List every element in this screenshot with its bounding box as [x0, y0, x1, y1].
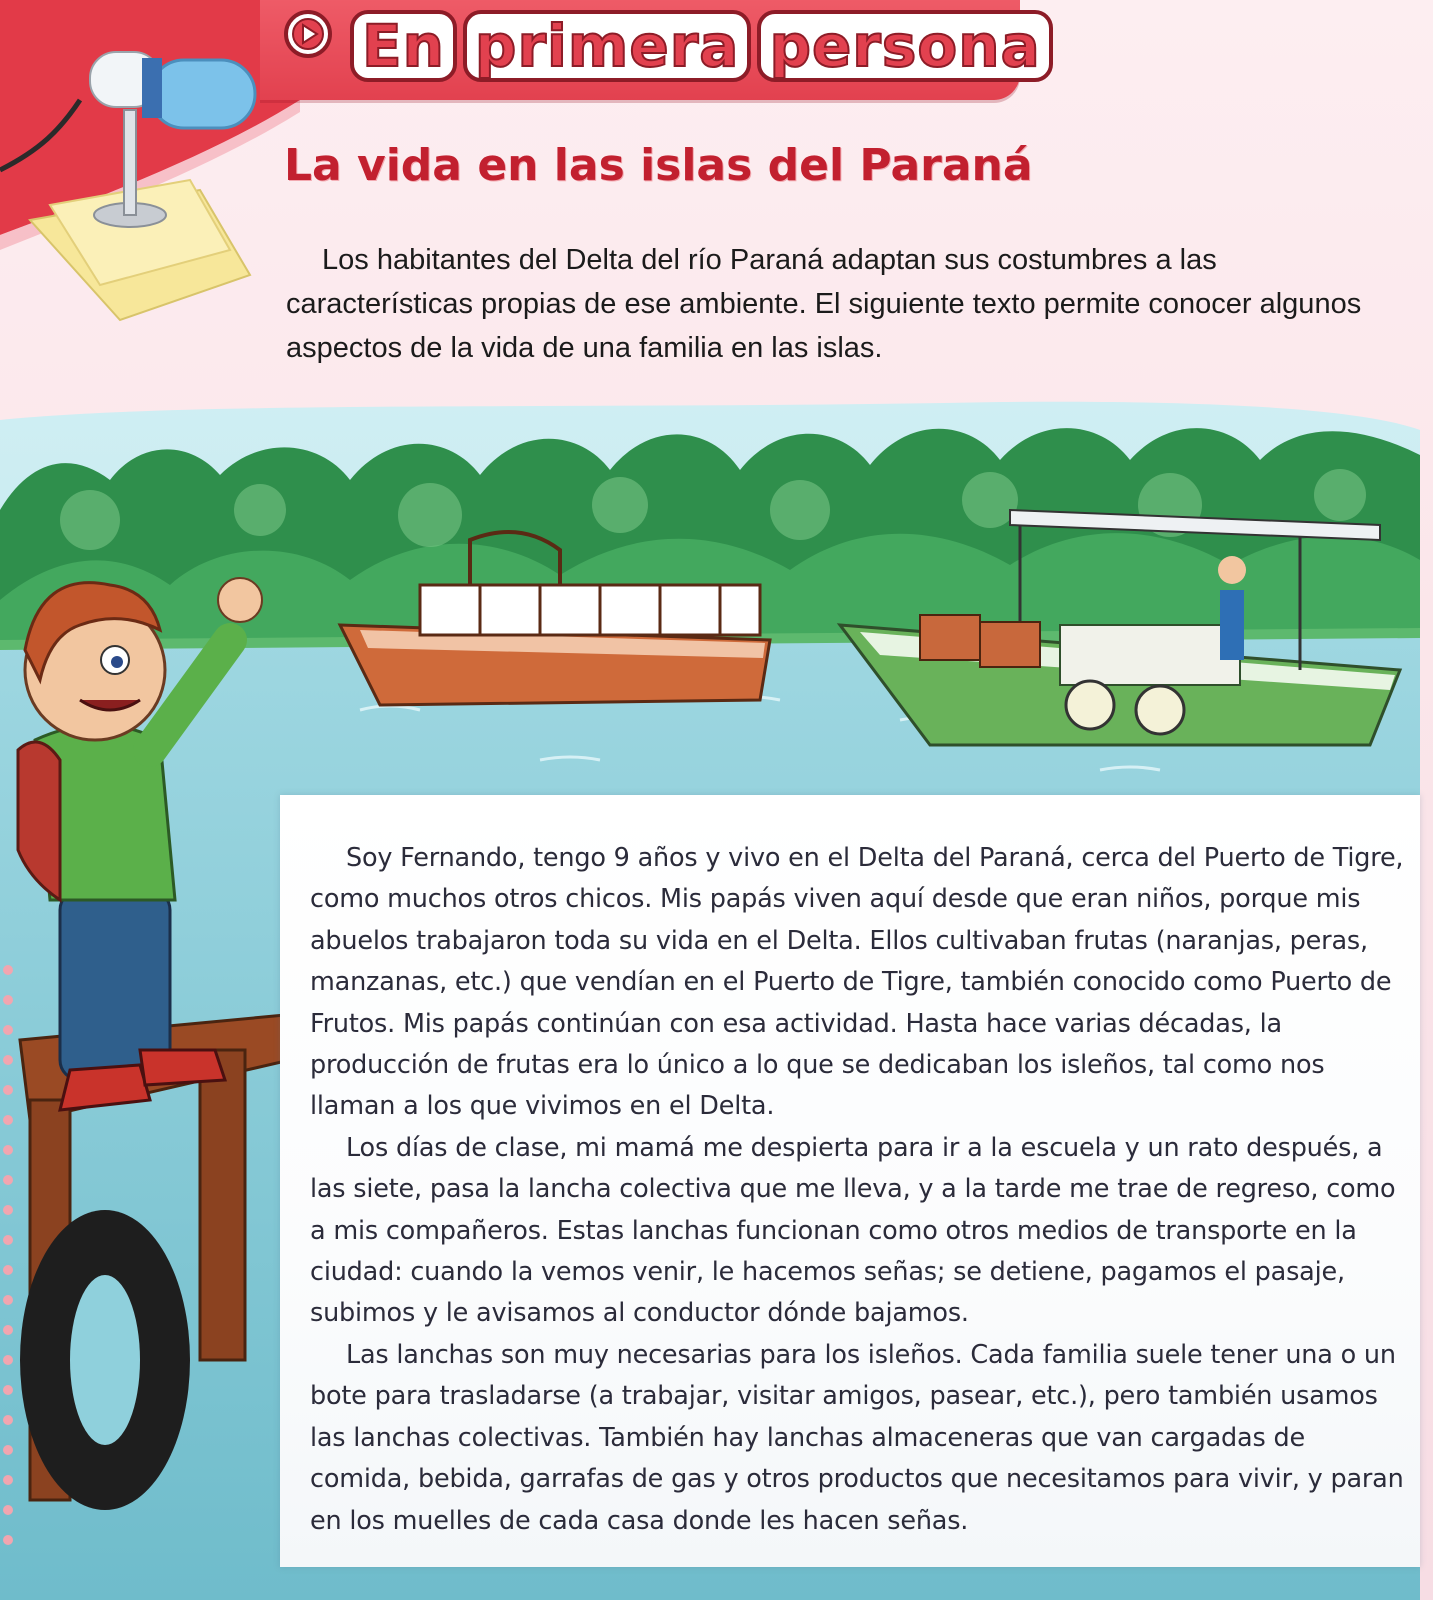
banner-word-3: persona [757, 10, 1052, 82]
page-title: La vida en las islas del Paraná [284, 140, 1033, 191]
microphone-icon [0, 40, 270, 330]
banner-word-1: En [350, 10, 457, 82]
story-text [310, 838, 1408, 1542]
intro-text: Los habitantes del Delta del río Paraná adaptan sus costumbres a las características propias de ese ambiente. El siguiente texto permite conocer algunos aspectos de la vida de una familia en las islas. [286, 244, 1362, 364]
story-paragraph-1: Soy Fernando, tengo 9 años y vivo en el Delta del Paraná, cerca del Puerto de Tigre, como muchos otros chicos. Mis papás viven aquí desde que eran niños, porque mis abuelos trabajaron toda su vida en el Delta. Ellos cultivaban frutas (naranjas, peras, manzanas, etc.) que vendían en el Puerto de Tigre, también conocido como Puerto de Frutos. Mis papás continúan con esa actividad. Hasta hace varias décadas, la producción de frutas era lo único a lo que se dedicaban los isleños, tal como nos llaman a los que vivimos en el Delta. [310, 843, 1404, 1122]
margin-dots-decoration [0, 960, 22, 1580]
section-banner-label [350, 6, 1059, 86]
story-paragraph-2: Los días de clase, mi mamá me despierta para ir a la escuela y un rato después, a las siete, pasa la lancha colectiva que me lleva, y a la tarde me trae de regreso, como a mis compañeros. Estas lanchas funcionan como otros medios de transporte en la ciudad: cuando la vemos venir, le hacemos señas; se detiene, pagamos el pasaje, subimos y le avisamos al conductor dónde bajamos. [310, 1132, 1396, 1329]
intro-paragraph [286, 238, 1406, 370]
story-paragraph-3: Las lanchas son muy necesarias para los isleños. Cada familia suele tener una o un bote para trasladarse (a trabajar, visitar amigos, pasear, etc.), pero también usamos las lanchas colectivas. También hay lanchas almaceneras que van cargadas de comida, bebida, garrafas de gas y otros productos que necesitamos para vivir, y paran en los muelles de cada casa donde les hacen señas. [310, 1339, 1404, 1536]
banner-word-2: primera [463, 10, 752, 82]
play-icon [282, 8, 334, 60]
